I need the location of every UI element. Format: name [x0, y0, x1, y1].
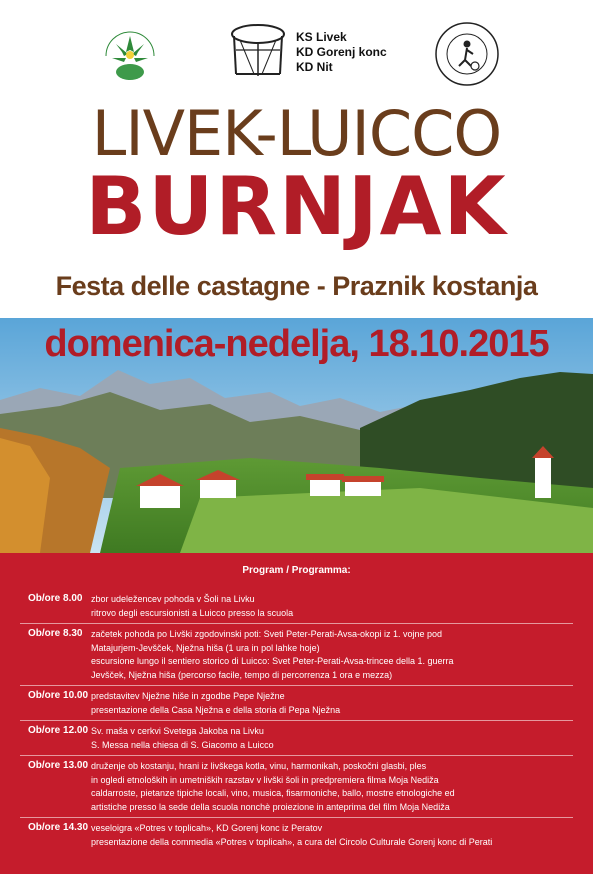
entry-description: [91, 760, 583, 814]
program-title: Program / Programma:: [242, 565, 351, 576]
house-wheel-logo-icon: [226, 20, 290, 84]
entry-line: zbor udeležencev pohoda v Šoli na Livku: [91, 594, 255, 604]
entry-line: Matajurjem-Jevšček, Nježna hiša (1 ura in pol lahke hoje): [91, 642, 320, 653]
entry-line: Jevšček, Nježna hiša (percorso facile, tempo di percorrenza 1 ora e mezza): [91, 669, 393, 680]
entry-line: caldarroste, pietanze tipiche locali, vino, musica, fisarmoniche, ballo, mostre etnologiche ed: [91, 788, 455, 798]
organizers: [296, 30, 387, 75]
entry-line: presentazione della commedia «Potres v toplicah», a cura del Circolo Culturale Gorenj konc di Perati: [91, 836, 493, 847]
program-entry: [0, 690, 593, 717]
program-panel: [0, 553, 593, 874]
entry-line: artistiche presso la sede della scuola nonchè proiezione in anteprima del film Moja Nediža: [91, 801, 450, 812]
edelweiss-logo-icon: [96, 22, 164, 90]
org-kd-nit: KD Nit: [296, 60, 333, 74]
entry-line: veseloigra «Potres v toplicah», KD Gorenj konc iz Peratov: [91, 823, 323, 833]
entry-line: presentazione della Casa Nježna e della storia di Pepa Nježna: [91, 704, 341, 715]
org-kd-gorenj-konc: KD Gorenj konc: [296, 45, 387, 59]
entry-time: Ob/ore 8.00: [28, 593, 83, 604]
entry-time: Ob/ore 10.00: [28, 690, 89, 701]
title-line-2: BURNJAK: [85, 160, 508, 253]
entry-description: [91, 725, 583, 752]
logo-header: [0, 0, 593, 100]
entry-time: Ob/ore 12.00: [28, 725, 89, 736]
divider: [20, 685, 573, 686]
program-entry: [0, 628, 593, 682]
sports-club-logo-icon: [433, 20, 501, 88]
subtitle: Festa delle castagne - Praznik kostanja: [55, 271, 538, 301]
event-date: domenica-nedelja, 18.10.2015: [44, 323, 549, 365]
entry-line: Sv. maša v cerkvi Svetega Jakoba na Livku: [91, 726, 264, 736]
entry-description: [91, 690, 583, 717]
entry-description: [91, 593, 583, 620]
program-entry: [0, 725, 593, 752]
divider: [20, 755, 573, 756]
divider: [20, 720, 573, 721]
program-entry: [0, 760, 593, 814]
entry-time: Ob/ore 14.30: [28, 822, 89, 833]
divider: [20, 623, 573, 624]
entry-line: predstavitev Nježne hiše in zgodbe Pepe Nježne: [91, 691, 285, 701]
entry-line: escursione lungo il sentiero storico di Luicco: Svet Peter-Perati-Avsa-trincee della 1. guerra: [91, 656, 454, 666]
org-ks-livek: KS Livek: [296, 30, 347, 44]
entry-time: Ob/ore 13.00: [28, 760, 89, 771]
entry-line: ritrovo degli escursionisti a Luicco presso la scuola: [91, 607, 294, 618]
entry-description: [91, 628, 583, 682]
divider: [20, 817, 573, 818]
title-line-1: LIVEK-LUICCO: [91, 97, 502, 170]
program-entry: [0, 593, 593, 620]
entry-line: druženje ob kostanju, hrani iz livškega kotla, vinu, harmonikah, poskočni glasbi, ples: [91, 761, 427, 771]
entry-line: začetek pohoda po Livški zgodovinski poti: Sveti Peter-Perati-Avsa-okopi iz 1. vojne pod: [91, 629, 443, 639]
entry-time: Ob/ore 8.30: [28, 628, 83, 639]
entry-description: [91, 822, 583, 849]
program-entry: [0, 822, 593, 849]
entry-line: in ogledi etnoloških in umetniških razstav v livški šoli in predpremiera filma Moja Nediža: [91, 774, 439, 785]
program-list: [0, 593, 593, 849]
entry-line: S. Messa nella chiesa di S. Giacomo a Luicco: [91, 739, 274, 750]
